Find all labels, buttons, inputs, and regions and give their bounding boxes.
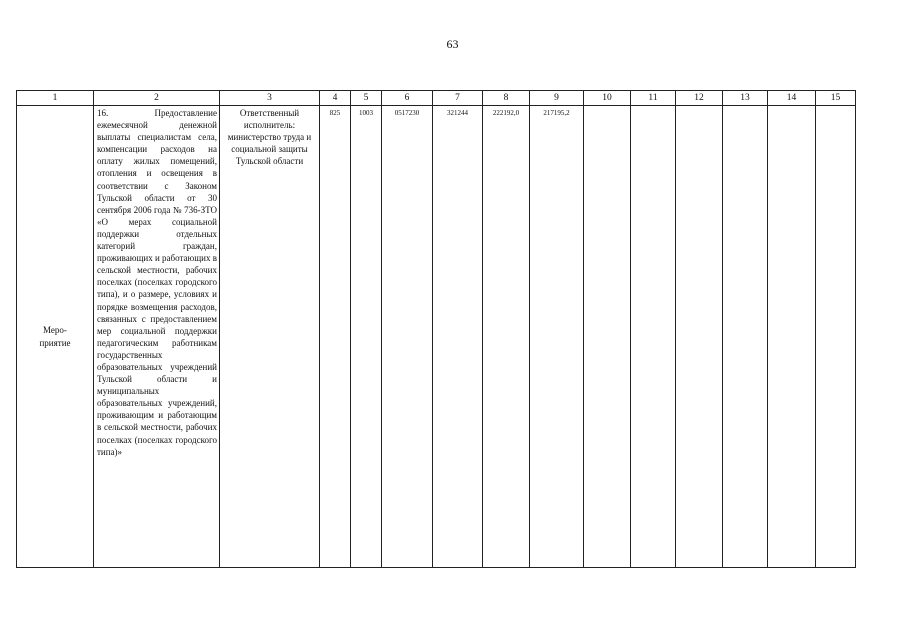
header-cell: 6 bbox=[382, 91, 433, 106]
header-cell: 2 bbox=[94, 91, 220, 106]
row-description-cell: 16. Предоставление ежемесячной денежной выплаты специалистам села, компенсации расходов на оплату жилых помещений, отопления и освещения в соответствии с Законом Тульской области от 30 сентября 2006 года № 736-ЗТО «О мерах социальной поддержки отдельных категорий граждан, проживающих и работающих в сельской местности, рабочих поселках (поселках городского типа), и о размере, условиях и порядке возмещения расходов, связанных с предоставлением мер социальной поддержки педагогическим работникам государственных образовательных учреждений Тульской области и муниципальных образовательных учреждений, проживающим и работающим в сельской местности, рабочих поселках (поселках городского типа)» bbox=[94, 106, 220, 568]
cell-col-14 bbox=[768, 106, 816, 568]
cell-col-10 bbox=[584, 106, 631, 568]
cell-col-4: 825 bbox=[320, 106, 351, 568]
header-cell: 4 bbox=[320, 91, 351, 106]
budget-table bbox=[16, 90, 856, 568]
row-executor-cell: Ответственный исполнитель: министерство труда и социальной защиты Тульской области bbox=[220, 106, 320, 568]
cell-col-12 bbox=[676, 106, 723, 568]
cell-col-11 bbox=[631, 106, 676, 568]
header-cell: 1 bbox=[17, 91, 94, 106]
header-cell: 11 bbox=[631, 91, 676, 106]
header-cell: 3 bbox=[220, 91, 320, 106]
header-cell: 8 bbox=[483, 91, 530, 106]
page-number: 63 bbox=[446, 37, 459, 51]
header-cell: 10 bbox=[584, 91, 631, 106]
row-kind-cell: Меро- приятие bbox=[17, 106, 94, 568]
table-row bbox=[17, 106, 856, 568]
cell-col-5: 1003 bbox=[351, 106, 382, 568]
header-cell: 15 bbox=[816, 91, 856, 106]
cell-col-6: 0517230 bbox=[382, 106, 433, 568]
cell-col-15 bbox=[816, 106, 856, 568]
cell-col-9: 217195,2 bbox=[530, 106, 584, 568]
header-cell: 7 bbox=[433, 91, 483, 106]
header-cell: 9 bbox=[530, 91, 584, 106]
cell-col-13 bbox=[723, 106, 768, 568]
header-cell: 14 bbox=[768, 91, 816, 106]
header-cell: 5 bbox=[351, 91, 382, 106]
cell-col-7: 321244 bbox=[433, 106, 483, 568]
header-cell: 13 bbox=[723, 91, 768, 106]
header-cell: 12 bbox=[676, 91, 723, 106]
header-row bbox=[17, 91, 856, 106]
cell-col-8: 222192,0 bbox=[483, 106, 530, 568]
